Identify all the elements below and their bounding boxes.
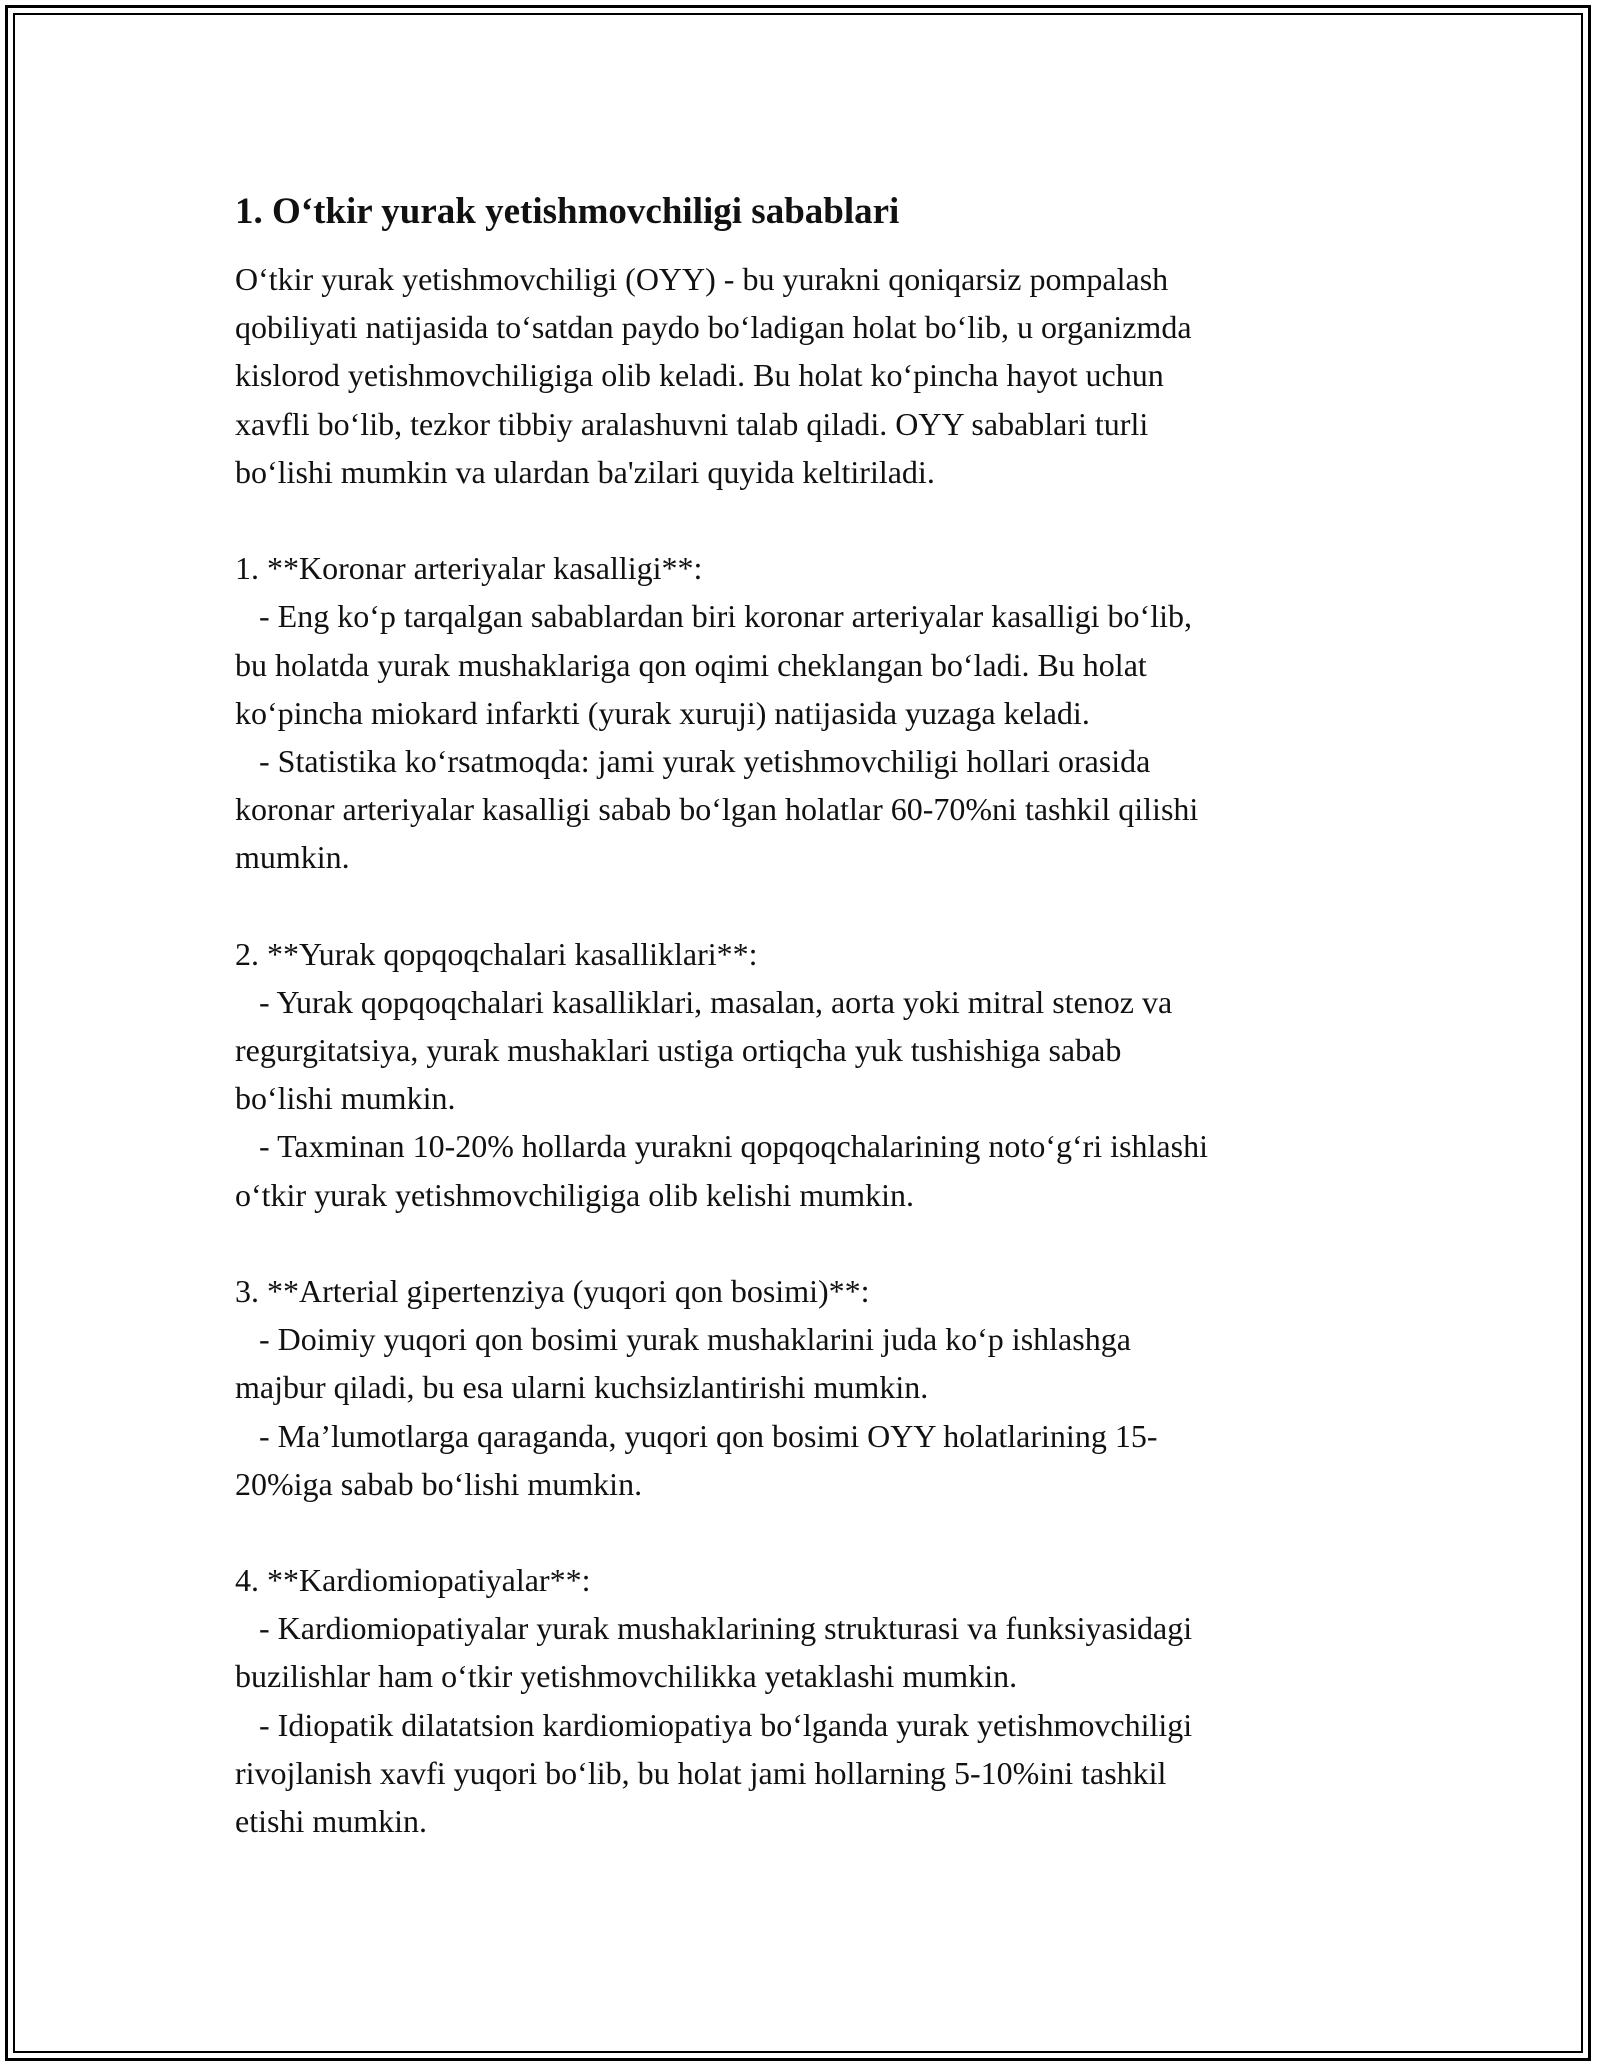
section-heading: 4. **Kardiomiopatiyalar**: (235, 1562, 591, 1599)
section-line: etishi mumkin. (235, 1803, 427, 1839)
intro-line: kislorod yetishmovchiligiga olib keladi. Bu holat ko‘pincha hayot uchun (235, 357, 1164, 394)
blank-line (235, 1219, 1365, 1267)
section-valves (235, 930, 1365, 1219)
section-heading: 3. **Arterial gipertenziya (yuqori qon bosimi)**: (235, 1272, 870, 1309)
intro-paragraph (235, 255, 1365, 496)
section-coronary (235, 544, 1365, 881)
section-line: koronar arteriyalar kasalligi sabab bo‘lgan holatlar 60-70%ni tashkil qilishi (235, 791, 1199, 828)
document-body (235, 186, 1365, 1845)
section-line: mumkin. (235, 839, 350, 876)
section-line: 20%iga sabab bo‘lishi mumkin. (235, 1465, 643, 1502)
section-line: rivojlanish xavfi yuqori bo‘lib, bu holat jami hollarning 5-10%ini tashkil (235, 1754, 1167, 1791)
intro-line: O‘tkir yurak yetishmovchiligi (OYY) - bu yurakni qoniqarsiz pompalash (235, 261, 1169, 297)
section-cardiomyopathy (235, 1556, 1365, 1845)
section-line: bo‘lishi mumkin. (235, 1080, 456, 1117)
intro-line: bo‘lishi mumkin va ulardan ba'zilari quyida keltiriladi. (235, 453, 935, 490)
section-line: - Taxminan 10-20% hollarda yurakni qopqoqchalarining noto‘g‘ri ishlashi (235, 1128, 1208, 1165)
section-line: buzilishlar ham o‘tkir yetishmovchilikka yetaklashi mumkin. (235, 1658, 1018, 1695)
intro-line: xavfli bo‘lib, tezkor tibbiy aralashuvni talab qiladi. OYY sabablari turli (235, 405, 1149, 442)
section-line: bu holatda yurak mushaklariga qon oqimi cheklangan bo‘ladi. Bu holat (235, 646, 1147, 683)
page-title: 1. O‘tkir yurak yetishmovchiligi sabablari (235, 191, 900, 232)
intro-line: qobiliyati natijasida to‘satdan paydo bo‘ladigan holat bo‘lib, u organizmda (235, 309, 1192, 346)
blank-line (235, 496, 1365, 544)
section-line: - Kardiomiopatiyalar yurak mushaklarining strukturasi va funksiyasidagi (235, 1610, 1193, 1647)
section-line: - Statistika ko‘rsatmoqda: jami yurak yetishmovchiligi hollari orasida (235, 742, 1151, 779)
blank-line (235, 1508, 1365, 1556)
section-line: - Yurak qopqoqchalari kasalliklari, masalan, aorta yoki mitral stenoz va (235, 983, 1173, 1020)
section-line: regurgitatsiya, yurak mushaklari ustiga ortiqcha yuk tushishiga sabab (235, 1032, 1122, 1068)
section-heading: 2. **Yurak qopqoqchalari kasalliklari**: (235, 935, 758, 972)
section-line: ko‘pincha miokard infarkti (yurak xuruji) natijasida yuzaga keladi. (235, 694, 1090, 731)
blank-line (235, 881, 1365, 929)
section-line: - Eng ko‘p tarqalgan sabablardan biri koronar arteriyalar kasalligi bo‘lib, (235, 598, 1192, 635)
section-line: - Idiopatik dilatatsion kardiomiopatiya bo‘lganda yurak yetishmovchiligi (235, 1706, 1193, 1743)
section-line: majbur qiladi, bu esa ularni kuchsizlantirishi mumkin. (235, 1369, 929, 1406)
section-line: - Doimiy yuqori qon bosimi yurak mushaklarini juda ko‘p ishlashga (235, 1321, 1131, 1358)
section-hypertension (235, 1267, 1365, 1508)
section-line: - Ma’lumotlarga qaraganda, yuqori qon bosimi OYY holatlarining 15- (235, 1417, 1158, 1454)
section-heading: 1. **Koronar arteriyalar kasalligi**: (235, 550, 703, 587)
section-line: o‘tkir yurak yetishmovchiligiga olib kelishi mumkin. (235, 1176, 915, 1213)
